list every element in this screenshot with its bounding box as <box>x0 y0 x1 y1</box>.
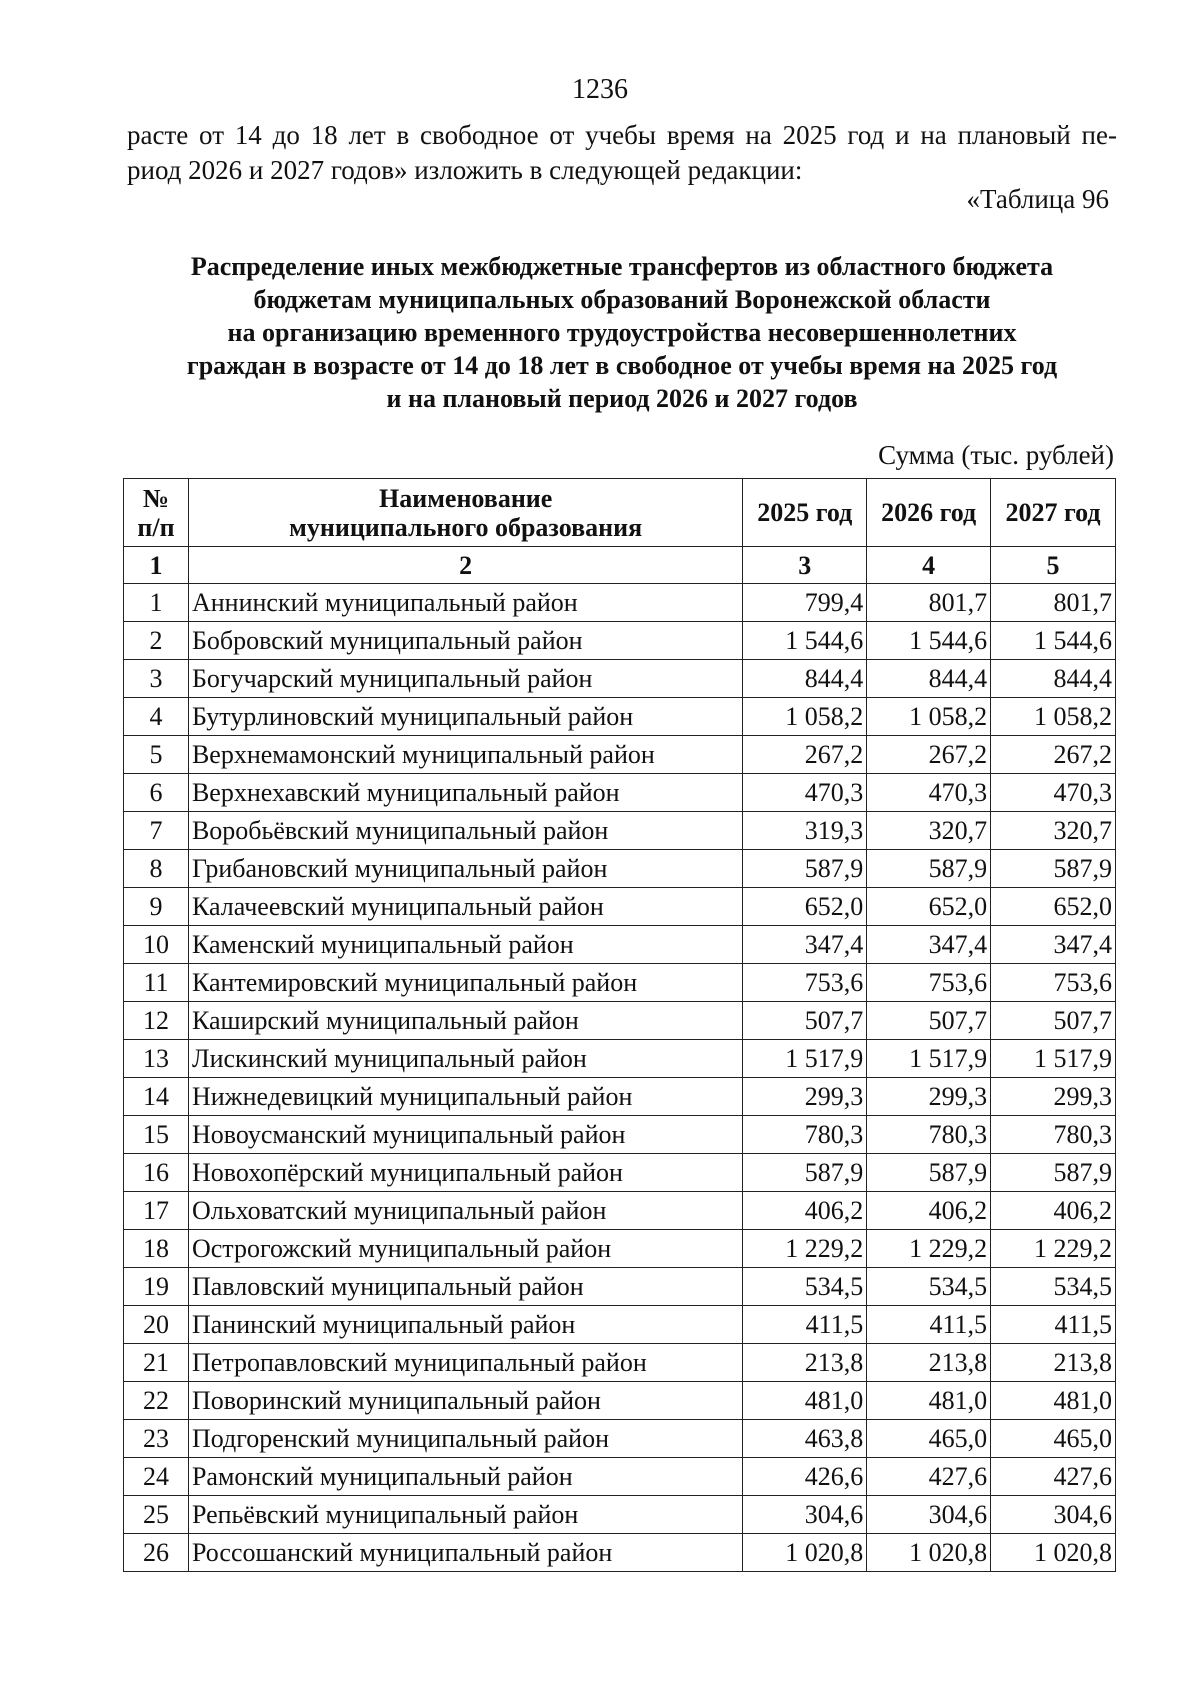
row-number: 10 <box>124 926 189 964</box>
value-2026: 1 058,2 <box>867 698 991 736</box>
table-row <box>124 698 1116 736</box>
table-title <box>127 250 1117 415</box>
table-header-row <box>124 479 1116 547</box>
municipality-name: Верхнемамонский муниципальный район <box>188 736 742 774</box>
value-2027: 844,4 <box>991 660 1116 698</box>
table-row <box>124 1420 1116 1458</box>
municipality-name: Рамонский муниципальный район <box>188 1458 742 1496</box>
value-2027: 406,2 <box>991 1192 1116 1230</box>
table-row <box>124 1344 1116 1382</box>
row-number: 5 <box>124 736 189 774</box>
value-2025: 799,4 <box>743 584 867 622</box>
table-row <box>124 1230 1116 1268</box>
value-2027: 1 020,8 <box>991 1534 1116 1572</box>
table-row <box>124 1040 1116 1078</box>
value-2025: 844,4 <box>743 660 867 698</box>
row-number: 4 <box>124 698 189 736</box>
table-row <box>124 660 1116 698</box>
value-2025: 347,4 <box>743 926 867 964</box>
table-row <box>124 850 1116 888</box>
value-2027: 299,3 <box>991 1078 1116 1116</box>
header-2026: 2026 год <box>867 479 991 547</box>
units-label: Сумма (тыс. рублей) <box>878 440 1114 470</box>
row-number: 21 <box>124 1344 189 1382</box>
table-row <box>124 888 1116 926</box>
header-name <box>188 479 742 547</box>
value-2026: 213,8 <box>867 1344 991 1382</box>
municipality-name: Россошанский муниципальный район <box>188 1534 742 1572</box>
municipality-name: Верхнехавский муниципальный район <box>188 774 742 812</box>
row-number: 18 <box>124 1230 189 1268</box>
value-2026: 801,7 <box>867 584 991 622</box>
table-row <box>124 812 1116 850</box>
value-2026: 844,4 <box>867 660 991 698</box>
value-2027: 1 058,2 <box>991 698 1116 736</box>
municipality-name: Петропавловский муниципальный район <box>188 1344 742 1382</box>
table-body <box>124 584 1116 1572</box>
value-2027: 481,0 <box>991 1382 1116 1420</box>
value-2026: 304,6 <box>867 1496 991 1534</box>
value-2026: 320,7 <box>867 812 991 850</box>
row-number: 7 <box>124 812 189 850</box>
row-number: 1 <box>124 584 189 622</box>
value-2026: 587,9 <box>867 1154 991 1192</box>
value-2026: 1 020,8 <box>867 1534 991 1572</box>
header-2025: 2025 год <box>743 479 867 547</box>
value-2027: 267,2 <box>991 736 1116 774</box>
value-2026: 406,2 <box>867 1192 991 1230</box>
row-number: 22 <box>124 1382 189 1420</box>
value-2027: 587,9 <box>991 850 1116 888</box>
row-number: 25 <box>124 1496 189 1534</box>
municipality-name: Каширский муниципальный район <box>188 1002 742 1040</box>
municipality-name: Кантемировский муниципальный район <box>188 964 742 1002</box>
value-2027: 470,3 <box>991 774 1116 812</box>
value-2027: 1 517,9 <box>991 1040 1116 1078</box>
municipality-name: Подгоренский муниципальный район <box>188 1420 742 1458</box>
value-2026: 411,5 <box>867 1306 991 1344</box>
row-number: 17 <box>124 1192 189 1230</box>
value-2025: 587,9 <box>743 850 867 888</box>
row-number: 8 <box>124 850 189 888</box>
municipality-name: Калачеевский муниципальный район <box>188 888 742 926</box>
table-row <box>124 1306 1116 1344</box>
table-row <box>124 926 1116 964</box>
header-2027: 2027 год <box>991 479 1116 547</box>
table-row <box>124 1154 1116 1192</box>
transfers-table <box>123 478 1116 1572</box>
column-number: 4 <box>867 547 991 584</box>
intro-line: риод 2026 и 2027 годов» изложить в следующей редакции: <box>127 155 803 185</box>
value-2026: 507,7 <box>867 1002 991 1040</box>
table-row <box>124 1268 1116 1306</box>
header-name-line2: муниципального образования <box>289 512 643 542</box>
value-2025: 1 544,6 <box>743 622 867 660</box>
row-number: 6 <box>124 774 189 812</box>
value-2026: 465,0 <box>867 1420 991 1458</box>
value-2027: 304,6 <box>991 1496 1116 1534</box>
row-number: 3 <box>124 660 189 698</box>
value-2027: 780,3 <box>991 1116 1116 1154</box>
value-2027: 534,5 <box>991 1268 1116 1306</box>
municipality-name: Аннинский муниципальный район <box>188 584 742 622</box>
value-2027: 507,7 <box>991 1002 1116 1040</box>
page-number: 1236 <box>572 74 628 105</box>
header-number-line1: № <box>142 483 170 513</box>
table-row <box>124 1496 1116 1534</box>
table-row <box>124 736 1116 774</box>
title-line: Распределение иных межбюджетные трансфертов из областного бюджета <box>190 252 1054 281</box>
value-2027: 753,6 <box>991 964 1116 1002</box>
table-row <box>124 622 1116 660</box>
value-2026: 481,0 <box>867 1382 991 1420</box>
value-2026: 347,4 <box>867 926 991 964</box>
value-2025: 652,0 <box>743 888 867 926</box>
row-number: 11 <box>124 964 189 1002</box>
column-number: 3 <box>743 547 867 584</box>
municipality-name: Лискинский муниципальный район <box>188 1040 742 1078</box>
value-2026: 267,2 <box>867 736 991 774</box>
column-number: 5 <box>991 547 1116 584</box>
value-2026: 534,5 <box>867 1268 991 1306</box>
column-numbers-row <box>124 547 1116 584</box>
title-line: и на плановый период 2026 и 2027 годов <box>386 384 858 413</box>
intro-line: расте от 14 до 18 лет в свободное от учебы время на 2025 год и на плановый пе- <box>127 120 1117 150</box>
value-2025: 780,3 <box>743 1116 867 1154</box>
value-2027: 427,6 <box>991 1458 1116 1496</box>
municipality-name: Острогожский муниципальный район <box>188 1230 742 1268</box>
value-2026: 753,6 <box>867 964 991 1002</box>
table-row <box>124 1458 1116 1496</box>
municipality-name: Поворинский муниципальный район <box>188 1382 742 1420</box>
table-row <box>124 584 1116 622</box>
value-2025: 507,7 <box>743 1002 867 1040</box>
row-number: 15 <box>124 1116 189 1154</box>
table-row <box>124 774 1116 812</box>
municipality-name: Новохопёрский муниципальный район <box>188 1154 742 1192</box>
table-row <box>124 1002 1116 1040</box>
value-2025: 753,6 <box>743 964 867 1002</box>
row-number: 24 <box>124 1458 189 1496</box>
value-2025: 426,6 <box>743 1458 867 1496</box>
municipality-name: Воробьёвский муниципальный район <box>188 812 742 850</box>
value-2026: 1 517,9 <box>867 1040 991 1078</box>
title-line: граждан в возрасте от 14 до 18 лет в свободное от учебы время на 2025 год <box>186 351 1058 380</box>
value-2026: 780,3 <box>867 1116 991 1154</box>
value-2025: 299,3 <box>743 1078 867 1116</box>
table-label: «Таблица 96 <box>966 184 1109 214</box>
value-2026: 299,3 <box>867 1078 991 1116</box>
value-2027: 411,5 <box>991 1306 1116 1344</box>
value-2027: 465,0 <box>991 1420 1116 1458</box>
value-2025: 1 020,8 <box>743 1534 867 1572</box>
value-2027: 652,0 <box>991 888 1116 926</box>
table-row <box>124 964 1116 1002</box>
municipality-name: Павловский муниципальный район <box>188 1268 742 1306</box>
title-line: бюджетам муниципальных образований Воронежской области <box>253 285 991 314</box>
table-row <box>124 1116 1116 1154</box>
municipality-name: Панинский муниципальный район <box>188 1306 742 1344</box>
municipality-name: Каменский муниципальный район <box>188 926 742 964</box>
value-2025: 319,3 <box>743 812 867 850</box>
row-number: 9 <box>124 888 189 926</box>
column-number: 1 <box>124 547 189 584</box>
row-number: 12 <box>124 1002 189 1040</box>
table-row <box>124 1534 1116 1572</box>
municipality-name: Нижнедевицкий муниципальный район <box>188 1078 742 1116</box>
header-number <box>124 479 189 547</box>
header-name-line1: Наименование <box>378 483 553 513</box>
value-2026: 427,6 <box>867 1458 991 1496</box>
value-2026: 470,3 <box>867 774 991 812</box>
municipality-name: Новоусманский муниципальный район <box>188 1116 742 1154</box>
table-row <box>124 1382 1116 1420</box>
value-2025: 411,5 <box>743 1306 867 1344</box>
value-2025: 304,6 <box>743 1496 867 1534</box>
municipality-name: Ольховатский муниципальный район <box>188 1192 742 1230</box>
row-number: 16 <box>124 1154 189 1192</box>
column-number: 2 <box>188 547 742 584</box>
value-2026: 1 544,6 <box>867 622 991 660</box>
value-2025: 481,0 <box>743 1382 867 1420</box>
row-number: 19 <box>124 1268 189 1306</box>
table-row <box>124 1078 1116 1116</box>
value-2025: 1 229,2 <box>743 1230 867 1268</box>
value-2027: 347,4 <box>991 926 1116 964</box>
value-2027: 587,9 <box>991 1154 1116 1192</box>
row-number: 23 <box>124 1420 189 1458</box>
intro-paragraph <box>127 118 1117 188</box>
value-2025: 587,9 <box>743 1154 867 1192</box>
value-2025: 213,8 <box>743 1344 867 1382</box>
value-2025: 267,2 <box>743 736 867 774</box>
value-2025: 534,5 <box>743 1268 867 1306</box>
row-number: 2 <box>124 622 189 660</box>
row-number: 20 <box>124 1306 189 1344</box>
municipality-name: Бутурлиновский муниципальный район <box>188 698 742 736</box>
title-line: на организацию временного трудоустройства несовершеннолетних <box>227 318 1017 347</box>
row-number: 14 <box>124 1078 189 1116</box>
header-number-line2: п/п <box>137 512 175 542</box>
value-2025: 463,8 <box>743 1420 867 1458</box>
value-2025: 1 058,2 <box>743 698 867 736</box>
value-2027: 801,7 <box>991 584 1116 622</box>
value-2027: 213,8 <box>991 1344 1116 1382</box>
value-2027: 1 544,6 <box>991 622 1116 660</box>
municipality-name: Грибановский муниципальный район <box>188 850 742 888</box>
row-number: 13 <box>124 1040 189 1078</box>
value-2027: 320,7 <box>991 812 1116 850</box>
value-2026: 1 229,2 <box>867 1230 991 1268</box>
row-number: 26 <box>124 1534 189 1572</box>
value-2026: 587,9 <box>867 850 991 888</box>
value-2025: 406,2 <box>743 1192 867 1230</box>
value-2025: 1 517,9 <box>743 1040 867 1078</box>
value-2025: 470,3 <box>743 774 867 812</box>
value-2026: 652,0 <box>867 888 991 926</box>
table-row <box>124 1192 1116 1230</box>
municipality-name: Бобровский муниципальный район <box>188 622 742 660</box>
value-2027: 1 229,2 <box>991 1230 1116 1268</box>
municipality-name: Репьёвский муниципальный район <box>188 1496 742 1534</box>
municipality-name: Богучарский муниципальный район <box>188 660 742 698</box>
